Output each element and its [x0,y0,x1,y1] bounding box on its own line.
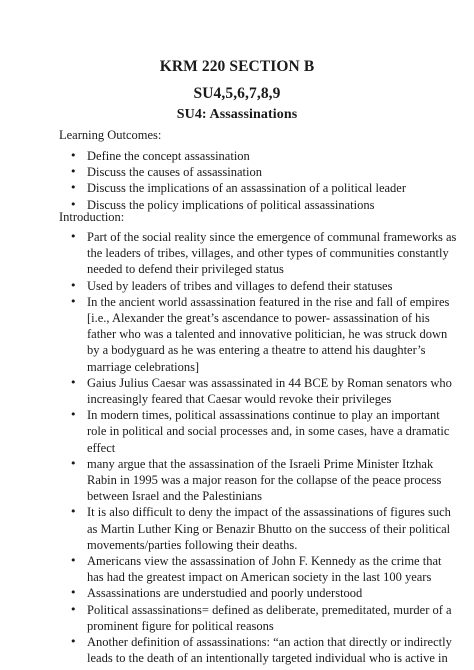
learning-outcome-item [70,180,430,196]
bullet-text-line: the leaders of tribes, villages, and other types of communities constantly [87,246,449,261]
bullet-text-line: increasingly feared that Caesar would revoke their privileges [87,392,392,407]
introduction-bullet [70,504,451,553]
bullet-text-line: • Part of the social reality since the emergence of communal frameworks as [87,230,457,244]
bullet-text-line: role in political and social processes and, in some cases, have a dramatic [87,424,450,439]
bullet-text-line: has had the greatest impact on American society in the last 100 years [87,570,432,585]
learning-outcomes-list [70,148,430,213]
bullet-text-line: • Assassinations are understudied and poorly understood [87,586,363,601]
bullet-text-line: • Define the concept assassination [87,149,250,163]
introduction-list [70,229,457,666]
learning-outcome-item [70,148,430,164]
bullet-text-line: needed to defend their privileged status [87,262,284,277]
bullet-text-line: leads to the death of an intentionally targeted individual who is active in [87,651,448,666]
learning-outcome-item [70,164,430,180]
bullet-text-line: marriage celebrations] [87,359,200,374]
bullet-text-line: • Discuss the policy implications of political assassinations [87,197,375,212]
bullet-text-line: by a bodyguard as he was entering a theatre to attend his daughter’s [87,343,426,358]
bullet-text-line: • Americans view the assassination of John F. Kennedy as the crime that [87,554,442,569]
bullet-text-line: • Gaius Julius Caesar was assassinated in 44 BCE by Roman senators who [87,375,452,390]
bullet-text-line: Rabin in 1995 was a major reason for the collapse of the peace process [87,473,442,488]
course-title: KRM 220 SECTION B [159,58,315,75]
bullet-text-line: • many argue that the assassination of the Israeli Prime Minister Itzhak [87,456,434,471]
bullet-text-line: • Used by leaders of tribes and villages to defend their statuses [87,278,393,293]
bullet-text-line: father who was a talented and innovative politician, he was struck down [87,327,448,342]
introduction-bullet [70,634,452,666]
introduction-bullet [70,294,450,375]
bullet-text-line: • In modern times, political assassinations continue to play an important [87,408,440,423]
introduction-bullet [70,229,457,278]
introduction-bullet [70,375,452,407]
bullet-text-line: [i.e., Alexander the great’s ascendance to power- assassination of his [87,311,430,326]
bullet-text-line: • Political assassinations= defined as deliberate, premeditated, murder of a [87,602,452,617]
introduction-bullet [70,407,450,456]
introduction-label: Introduction: [59,210,125,224]
introduction-bullet [70,456,442,505]
bullet-text-line: • Discuss the implications of an assassination of a political leader [87,181,407,196]
introduction-bullet [70,585,428,601]
introduction-bullet [70,553,442,585]
bullet-text-line: • Discuss the causes of assassination [87,165,262,180]
bullet-text-line: movements/parties following their deaths. [87,537,298,552]
unit-heading: SU4: Assassinations [176,107,298,122]
bullet-text-line: as Martin Luther King or Benazir Bhutto on the success of their political [87,521,451,536]
units-title: SU4,5,6,7,8,9 [193,85,281,102]
bullet-text-line: prominent figure for political reasons [87,618,274,633]
bullet-text-line: • Another definition of assassinations: “an action that directly or indirectly [87,635,452,650]
introduction-bullet [70,278,428,294]
bullet-text-line: • It is also difficult to deny the impact of the assassinations of figures such [87,505,451,520]
learning-outcomes-label: Learning Outcomes: [59,128,162,142]
bullet-text-line: • In the ancient world assassination featured in the rise and fall of empires [87,294,450,309]
bullet-text-line: effect [87,440,116,455]
bullet-text-line: between Israel and the Palestinians [87,489,262,504]
introduction-bullet [70,602,452,634]
